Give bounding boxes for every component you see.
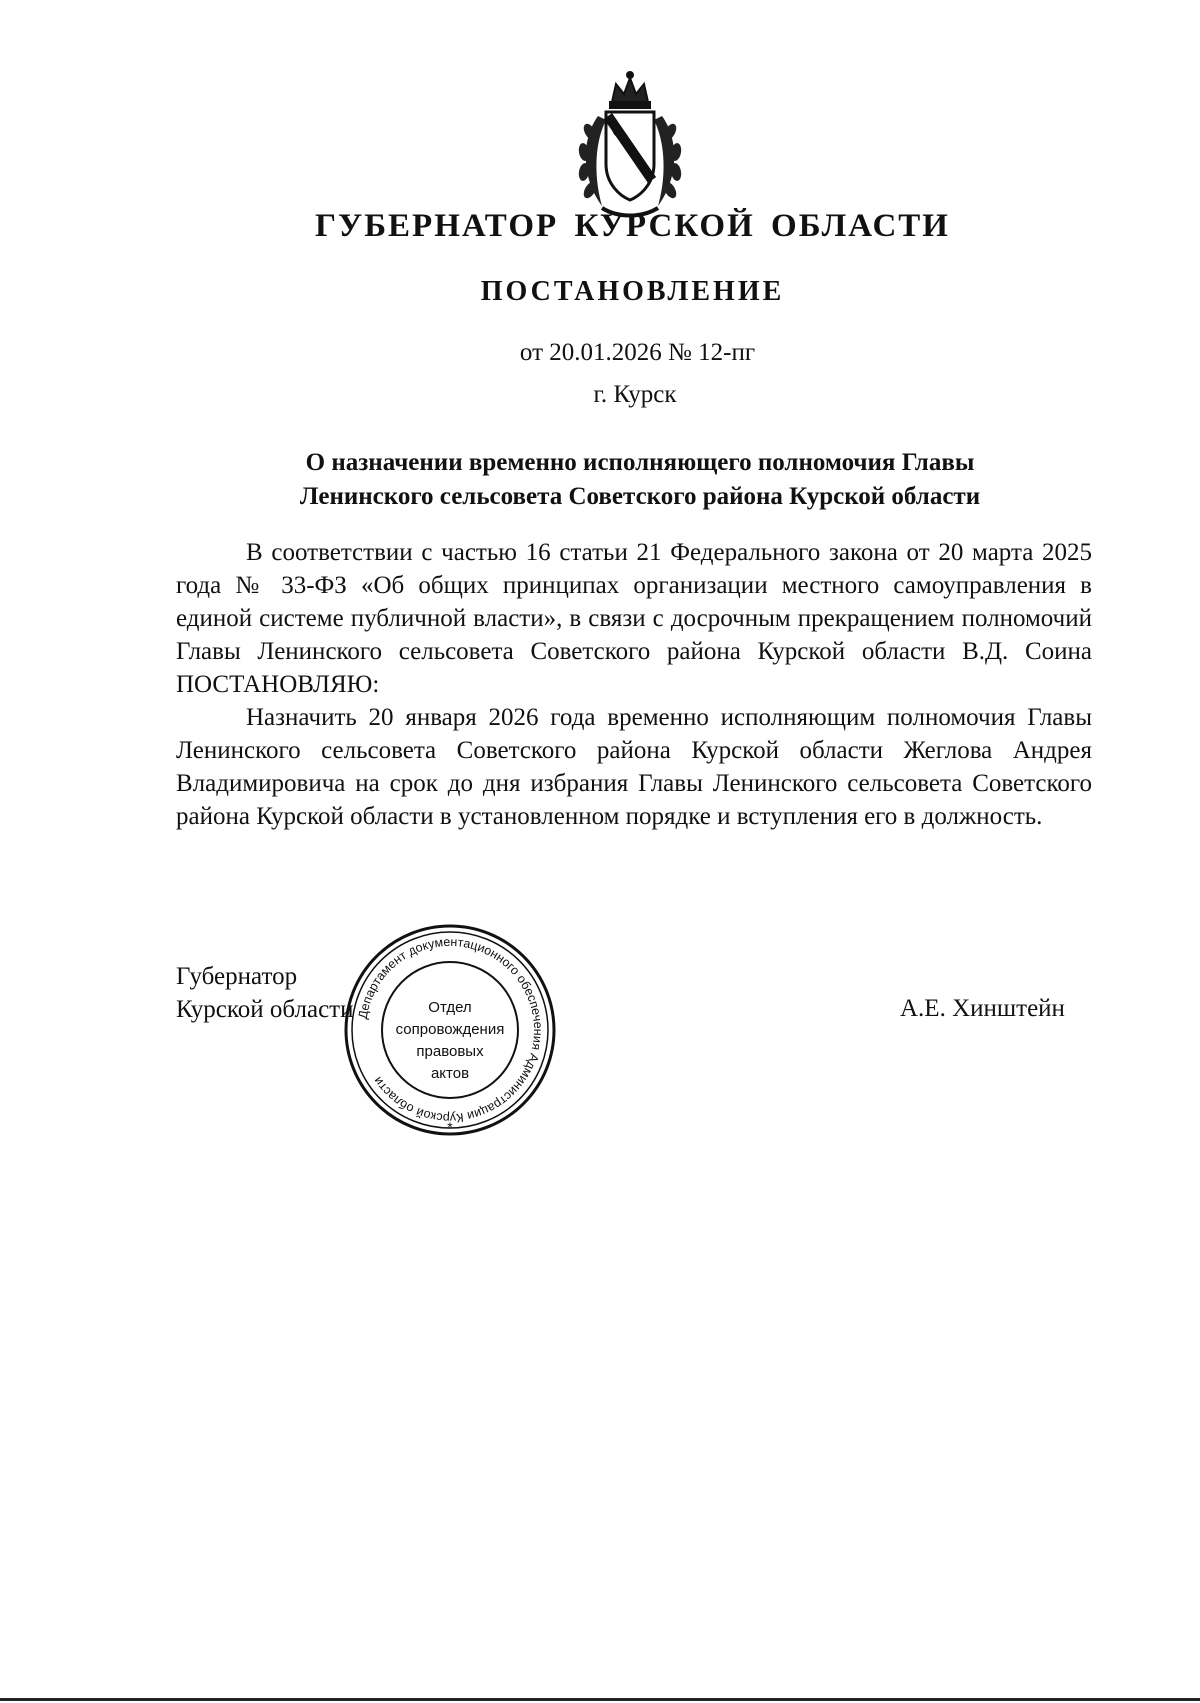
stamp-center-line-2: сопровождения bbox=[395, 1021, 505, 1038]
title-line-2: Ленинского сельсовета Советского района Курской области bbox=[299, 483, 981, 510]
document-date-number bbox=[0, 339, 1200, 367]
document-body bbox=[176, 536, 1092, 833]
document-title bbox=[180, 446, 1100, 514]
stamp-center-line-3: правовых bbox=[416, 1043, 484, 1060]
document-place: г. Курск bbox=[593, 381, 677, 408]
document-number: 12-пг bbox=[698, 339, 756, 366]
coat-of-arms-emblem bbox=[568, 68, 692, 220]
signatory-position-line-2: Курской области bbox=[176, 996, 354, 1023]
body-paragraph-2: Назначить 20 января 2026 года временно исполняющим полномочия Главы Ленинского сельсовета Советского района Курской области Жеглова Андрея Владимировича на срок до дня избрания Главы Ленинского сельсовета Советского района Курской области в установленном порядке и вступления его в должность. bbox=[176, 704, 1092, 830]
stamp-outer-text: Департамент документационного обеспечения Администрации Курской области bbox=[355, 934, 546, 1126]
official-stamp bbox=[340, 920, 560, 1140]
document-date: 20.01.2026 bbox=[549, 339, 662, 366]
issuing-authority: ГУБЕРНАТОР КУРСКОЙ ОБЛАСТИ bbox=[315, 208, 950, 244]
stamp-star: * bbox=[447, 1119, 453, 1135]
body-paragraph-1: В соответствии с частью 16 статьи 21 Федерального закона от 20 марта 2025 года № 33-ФЗ «Об общих принципах организации местного самоуправления в единой системе публичной власти», в связи с досрочным прекращением полномочий Главы Ленинского сельсовета Советского района Курской области В.Д. Соина ПОСТАНОВЛЯЮ: bbox=[176, 539, 1092, 698]
signatory-position-line-1: Губернатор bbox=[176, 963, 298, 990]
document-type: ПОСТАНОВЛЕНИЕ bbox=[480, 276, 785, 307]
signatory-position bbox=[176, 960, 353, 1026]
title-line-1: О назначении временно исполняющего полномочия Главы bbox=[305, 449, 975, 476]
number-sign: № bbox=[668, 339, 692, 366]
scan-bottom-edge bbox=[0, 1698, 1200, 1701]
stamp-center-line-1: Отдел bbox=[428, 999, 472, 1016]
date-prefix: от bbox=[519, 339, 544, 366]
signatory-name: А.Е. Хинштейн bbox=[900, 995, 1065, 1022]
stamp-center-line-4: актов bbox=[430, 1065, 470, 1082]
